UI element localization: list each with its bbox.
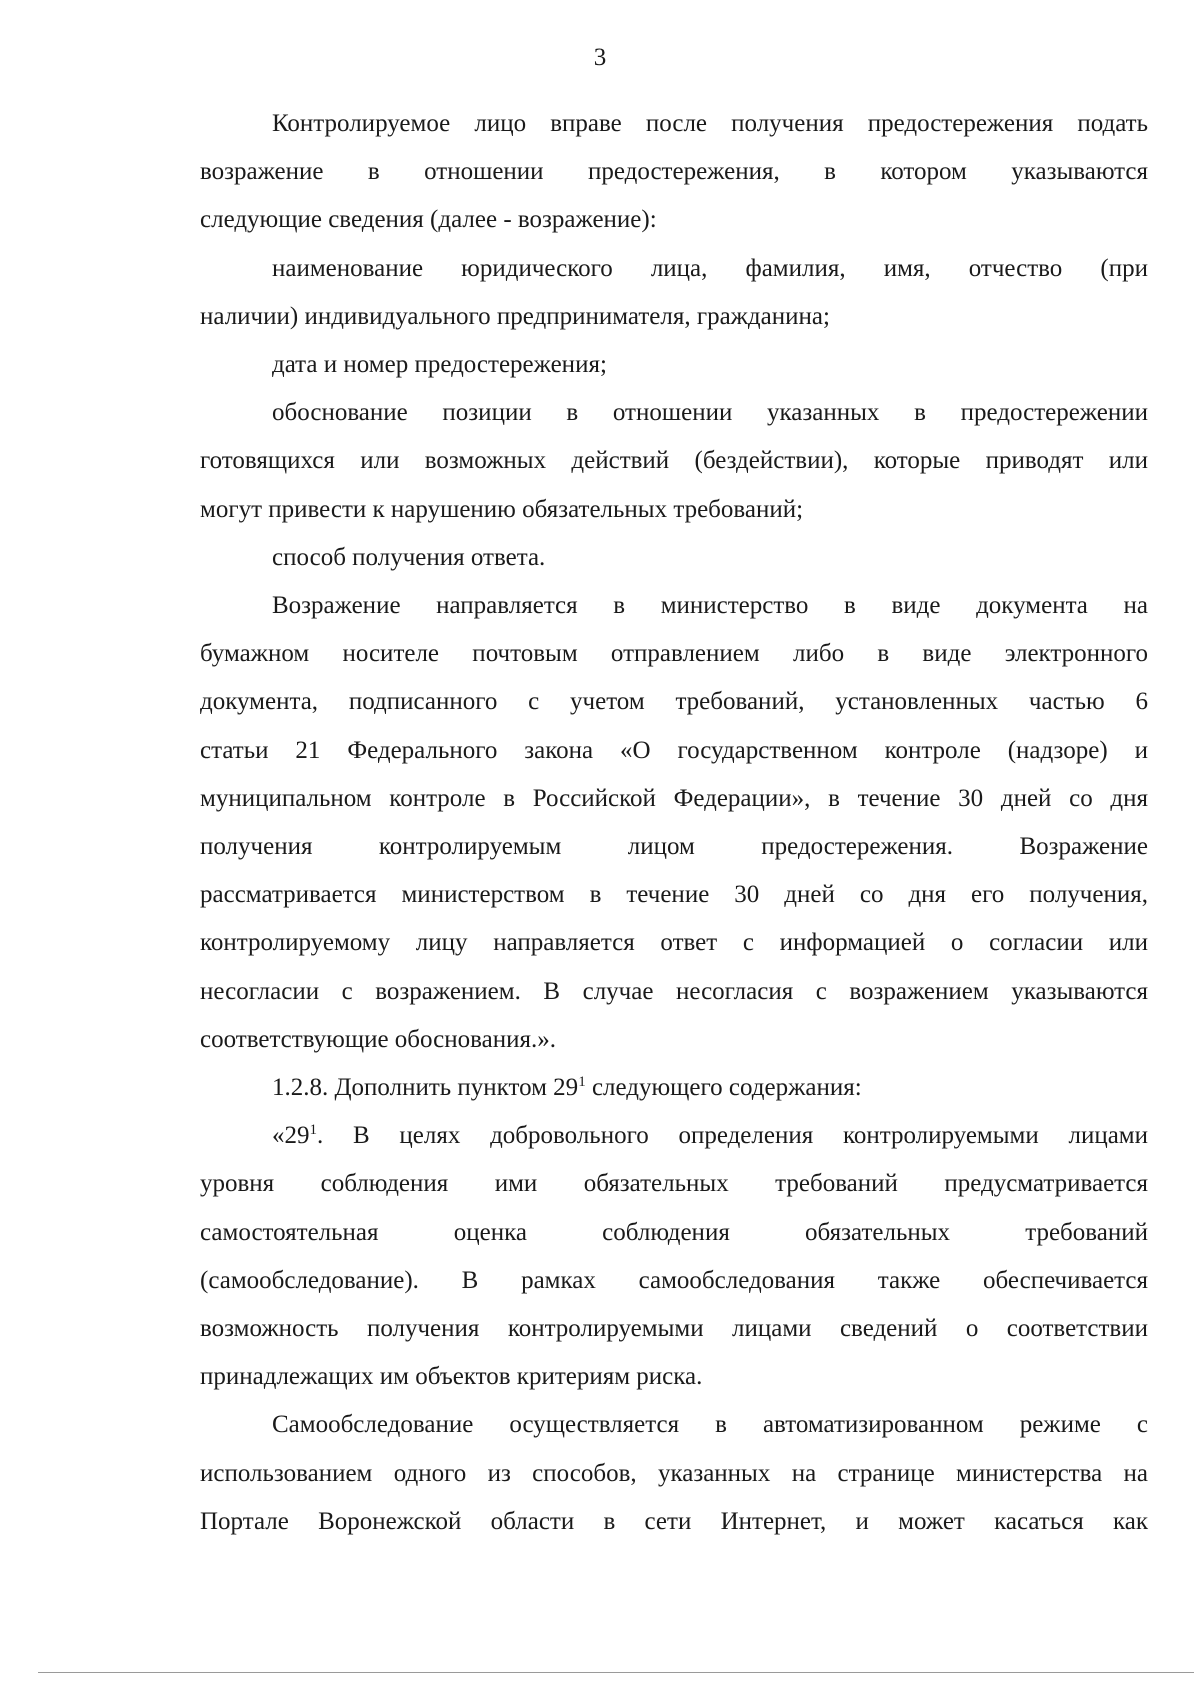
text-line: принадлежащих им объектов критериям риска. (200, 1363, 703, 1391)
text-line: наименование юридического лица, фамилия, имя, отчество (при (272, 254, 1148, 282)
paragraph (200, 582, 1148, 1064)
text-line (200, 1112, 1148, 1160)
text-line: Контролируемое лицо вправе после получения предостережения подать (272, 110, 1148, 137)
text-line: муниципальном контроле в Российской Федерации», в течение 30 дней со дня (200, 784, 1148, 812)
text-line: несогласии с возражением. В случае несогласия с возражением указываются (200, 977, 1148, 1005)
text-line: готовящихся или возможных действий (бездействии), которые приводят или (200, 447, 1148, 475)
text-line: получения контролируемым лицом предостережения. Возражение (200, 833, 1148, 861)
text-line: самостоятельная оценка соблюдения обязательных требований (200, 1218, 1148, 1246)
text-line: документа, подписанного с учетом требований, установленных частью 6 (200, 688, 1148, 716)
text-line: обоснование позиции в отношении указанных в предостережении (272, 399, 1148, 427)
text-line: соответствующие обоснования.». (200, 1025, 556, 1053)
text-line: способ получения ответа. (272, 543, 546, 571)
text-line: Портале Воронежской области в сети Интернет, и может касаться как (200, 1507, 1148, 1535)
text-line: уровня соблюдения ими обязательных требований предусматривается (200, 1170, 1148, 1198)
paragraph (200, 389, 1148, 534)
document-body (200, 100, 1148, 1546)
text-line: контролируемому лицу направляется ответ с информацией о согласии или (200, 929, 1148, 957)
text-line: следующие сведения (далее - возражение): (200, 206, 657, 234)
text-line: возможность получения контролируемыми лицами сведений о соответствии (200, 1315, 1148, 1343)
text-line: наличии) индивидуального предпринимателя, гражданина; (200, 302, 830, 330)
paragraph (200, 341, 1148, 389)
text-line: использованием одного из способов, указанных на странице министерства на (200, 1459, 1148, 1487)
text-line: Возражение направляется в министерство в виде документа на (272, 592, 1148, 620)
text-line: (самообследование). В рамках самообследования также обеспечивается (200, 1266, 1148, 1294)
text-line (200, 1064, 1148, 1112)
superscript: 1 (309, 1122, 317, 1139)
superscript: 1 (578, 1074, 586, 1091)
page-bottom-edge (38, 1672, 1194, 1673)
paragraph (200, 100, 1148, 245)
text-line: Самообследование осуществляется в автоматизированном режиме с (272, 1411, 1148, 1439)
text-line: бумажном носителе почтовым отправлением либо в виде электронного (200, 640, 1148, 668)
text-fragment: следующего содержания: (585, 1074, 862, 1102)
page-number: 3 (593, 44, 607, 71)
paragraph (200, 534, 1148, 582)
paragraph (200, 1401, 1148, 1546)
text-line: рассматривается министерством в течение 30 дней со дня его получения, (200, 881, 1148, 909)
text-fragment: «29 (272, 1122, 310, 1150)
text-line: могут привести к нарушению обязательных требований; (200, 495, 804, 523)
text-fragment: 1.2.8. Дополнить пунктом 29 (272, 1074, 579, 1102)
text-line: статьи 21 Федерального закона «О государственном контроле (надзоре) и (200, 736, 1148, 764)
text-fragment: . В целях добровольного определения контролируемыми лицами (317, 1122, 1148, 1150)
paragraph (200, 245, 1148, 341)
text-line: дата и номер предостережения; (272, 351, 607, 379)
text-line: возражение в отношении предостережения, в котором указываются (200, 158, 1148, 186)
paragraph (200, 1064, 1148, 1112)
paragraph (200, 1112, 1148, 1401)
